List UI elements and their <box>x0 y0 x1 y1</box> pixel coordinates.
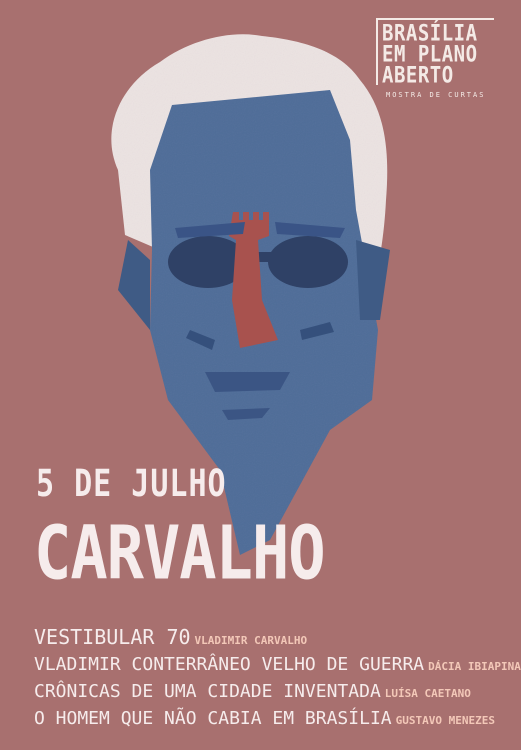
film-director: LUÍSA CAETANO <box>384 687 471 700</box>
poster-title: CARVALHO <box>34 508 325 597</box>
film-director: DÁCIA IBIAPINA <box>428 660 521 673</box>
logo-subtitle: MOSTRA DE CURTAS <box>386 91 486 99</box>
event-date: 5 DE JULHO <box>36 462 227 506</box>
mouth-shape <box>205 372 290 392</box>
film-title: CRÔNICAS DE UMA CIDADE INVENTADA <box>34 681 381 702</box>
film-list <box>34 624 521 732</box>
film-title: VESTIBULAR 70 <box>34 625 191 649</box>
film-item <box>34 678 494 705</box>
logo-line-3: ABERTO <box>382 62 454 89</box>
film-item <box>34 624 494 651</box>
film-director: VLADIMIR CARVALHO <box>194 634 308 647</box>
logo-line-2: EM PLANO <box>382 41 478 68</box>
logo-frame <box>376 18 494 89</box>
film-title: O HOMEM QUE NÃO CABIA EM BRASÍLIA <box>34 708 392 729</box>
film-director: GUSTAVO MENEZES <box>395 714 495 727</box>
film-item <box>34 705 494 732</box>
event-logo <box>376 18 494 99</box>
logo-line-1: BRASÍLIA <box>382 20 478 47</box>
right-lens <box>268 236 348 288</box>
film-item <box>34 651 521 678</box>
film-title: VLADIMIR CONTERRÂNEO VELHO DE GUERRA <box>34 654 425 675</box>
